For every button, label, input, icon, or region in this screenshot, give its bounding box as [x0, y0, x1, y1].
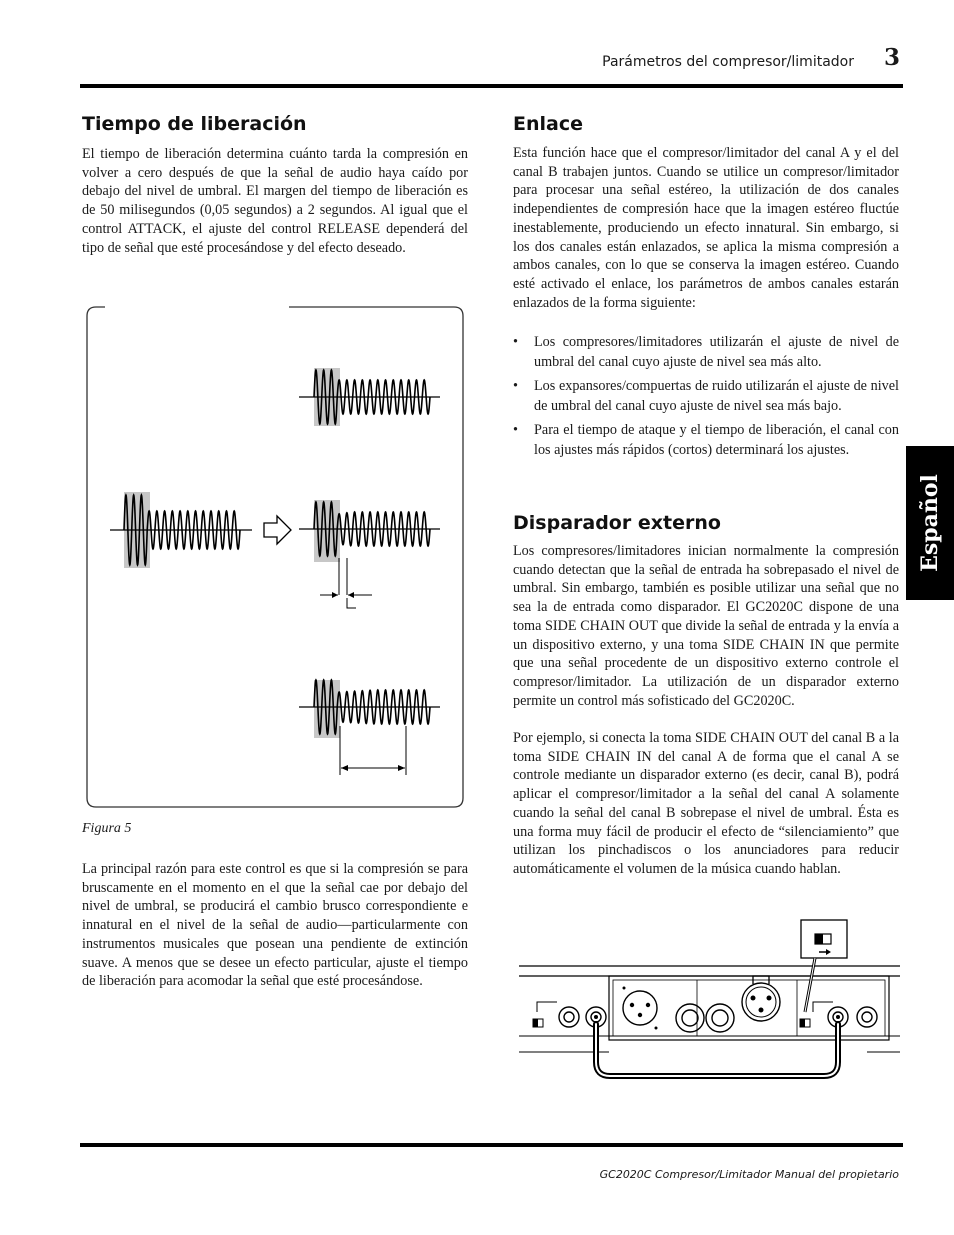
- page-footer: GC2020C Compresor/Limitador Manual del propietario: [599, 1168, 899, 1181]
- figure-5-release-diagram: [84, 302, 470, 812]
- release-reason-paragraph: La principal razón para este control es que si la compresión se para bruscamente en el momento en el que la señal cae por debajo del nivel de umbral, se producirá el cambio brusco correspondiente e innatural en el nivel de la señal de audio—particularmente con instrumentos musicales que posean una pendiente de extinción suave. A menos que se desee un efecto particular, ajuste el tiempo de liberación para acomodar la señal que esté procesándose.: [82, 861, 468, 990]
- external-trigger-example-paragraph: Por ejemplo, si conecta la toma SIDE CHAIN OUT del canal B a la toma SIDE CHAIN IN del canal A de forma que el canal A se controle mediante un disparador externo (es decir, canal B), podrá aplicar el compresor/limitador a la señal del canal A solamente cuando la señal del canal B sobrepase el nivel de umbral. Ésta es una forma muy fácil de producir el efecto de “silenciamiento” que utilizan los pinchadiscos o los anunciadores para reducir automáticamente el volumen de la música cuando hablan.: [513, 730, 899, 877]
- jack-icon: [676, 1004, 704, 1032]
- heading-external-trigger: Disparador externo: [513, 512, 721, 534]
- rear-panel-illustration: [515, 912, 900, 1084]
- arrow-icon: [264, 516, 291, 544]
- jack-icon: [857, 1007, 877, 1027]
- language-tab-label: Español: [917, 474, 943, 572]
- footer-rule: [80, 1143, 903, 1147]
- output-waveform-top: [299, 368, 440, 426]
- xlr-connector-icon: [623, 987, 658, 1030]
- figure-caption: Figura 5: [82, 821, 132, 836]
- language-tab: [906, 446, 954, 600]
- external-trigger-paragraph: Los compresores/limitadores inician normalmente la compresión cuando detectan que la señal de entrada ha sobrepasado el nivel de umbral. Sin embargo, también es posible utilizar una señal que no sea la de entrada como disparador. El GC2020C dispone de una toma SIDE CHAIN OUT que divide la señal de entrada y la envía a un dispositivo externo, y una toma SIDE CHAIN IN que permite que una señal procedente de un dispositivo externo controle el compresor/limitador. La utilización de un disparador externo permite un control más sofisticado del GC2020C.: [513, 543, 899, 709]
- heading-release-time: Tiempo de liberación: [82, 113, 307, 135]
- input-waveform: [110, 492, 252, 568]
- list-item: • Para el tiempo de ataque y el tiempo de liberación, el canal con los ajustes más rápidos (cortos) determinará los ajustes.: [513, 420, 899, 460]
- output-waveform-middle: [299, 500, 440, 608]
- link-bullet-list: [513, 332, 899, 464]
- running-header-title: Parámetros del compresor/limitador: [602, 54, 854, 70]
- xlr-female-connector-icon: [742, 976, 780, 1021]
- release-time-paragraph: El tiempo de liberación determina cuánto tarda la compresión en volver a cero después de que la señal de audio haya caído por debajo del nivel de umbral. El margen del tiempo de liberación es de 50 milisegundos (0,05 segundos) a 2 segundos. Al igual que el control ATTACK, el ajuste del control RELEASE dependerá del tipo de señal que esté procesándose y del efecto deseado.: [82, 146, 468, 256]
- header-rule: [80, 84, 903, 88]
- heading-link: Enlace: [513, 113, 583, 135]
- jack-icon: [706, 1004, 734, 1032]
- link-paragraph: Esta función hace que el compresor/limitador del canal A y el del canal B trabajen juntos. Cuando se utilice un compresor/limitador para procesar una señal estéreo, la utilización de dos canales independientes de compresión hace que la imagen estéreo fluctúe inestablemente, produciendo un efecto innatural. Sin embargo, si los dos canales están enlazados, se aplica la misma compresión a ambos canales, con lo que se conserva la imagen estéreo. Cuando esté activado el enlace, los parámetros de ambos canales estarán enlazados de la forma siguiente:: [513, 145, 899, 311]
- output-waveform-bottom: [299, 680, 440, 775]
- list-item: • Los compresores/limitadores utilizarán el ajuste de nivel de umbral del canal cuyo ajuste de nivel sea más alto.: [513, 332, 899, 372]
- jack-icon: [559, 1007, 579, 1027]
- page-number: 3: [884, 44, 901, 71]
- list-item: • Los expansores/compuertas de ruido utilizarán el ajuste de nivel de umbral del canal cuyo ajuste de nivel sea más bajo.: [513, 376, 899, 416]
